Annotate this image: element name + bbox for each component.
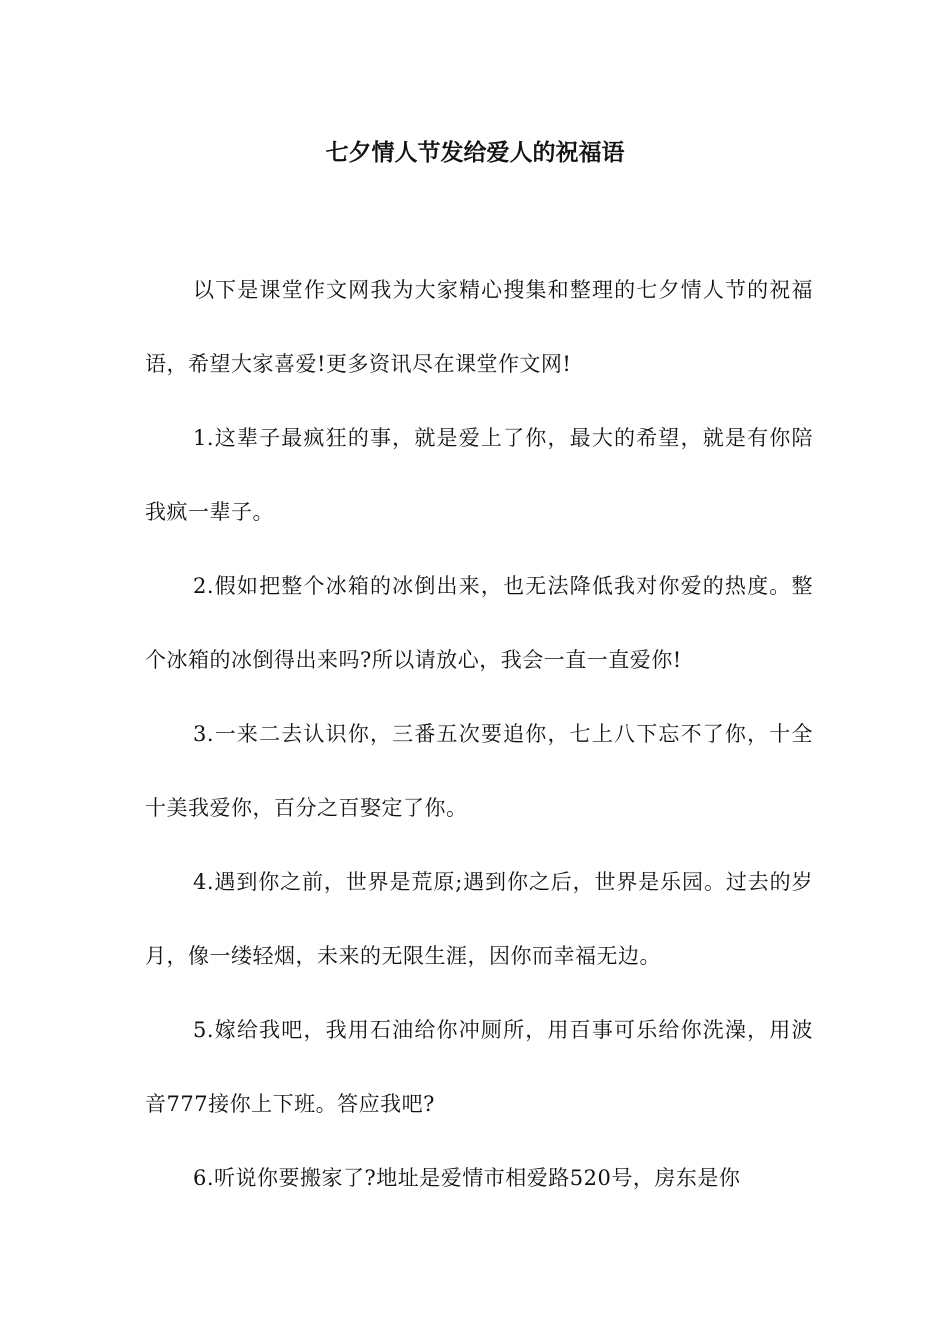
wish-paragraph-4: 4.遇到你之前，世界是荒原;遇到你之后，世界是乐园。过去的岁月，像一缕轻烟，未来的无限生涯，因你而幸福无边。 <box>145 870 813 968</box>
wish-paragraph-6: 6.听说你要搬家了?地址是爱情市相爱路520号，房东是你 <box>193 1166 741 1190</box>
document-title: 七夕情人节发给爱人的祝福语 <box>325 139 625 166</box>
document-body <box>145 253 813 1215</box>
wish-paragraph-3: 3.一来二去认识你，三番五次要追你，七上八下忘不了你，十全十美我爱你，百分之百娶定了你。 <box>145 722 813 820</box>
wish-paragraph-5: 5.嫁给我吧，我用石油给你冲厕所，用百事可乐给你洗澡，用波音777接你上下班。答应我吧? <box>145 1018 813 1116</box>
intro-paragraph: 以下是课堂作文网我为大家精心搜集和整理的七夕情人节的祝福语，希望大家喜爱!更多资讯尽在课堂作文网! <box>145 278 813 376</box>
wish-paragraph-1: 1.这辈子最疯狂的事，就是爱上了你，最大的希望，就是有你陪我疯一辈子。 <box>145 426 813 524</box>
wish-paragraph-2: 2.假如把整个冰箱的冰倒出来，也无法降低我对你爱的热度。整个冰箱的冰倒得出来吗?所以请放心，我会一直一直爱你! <box>145 574 813 672</box>
